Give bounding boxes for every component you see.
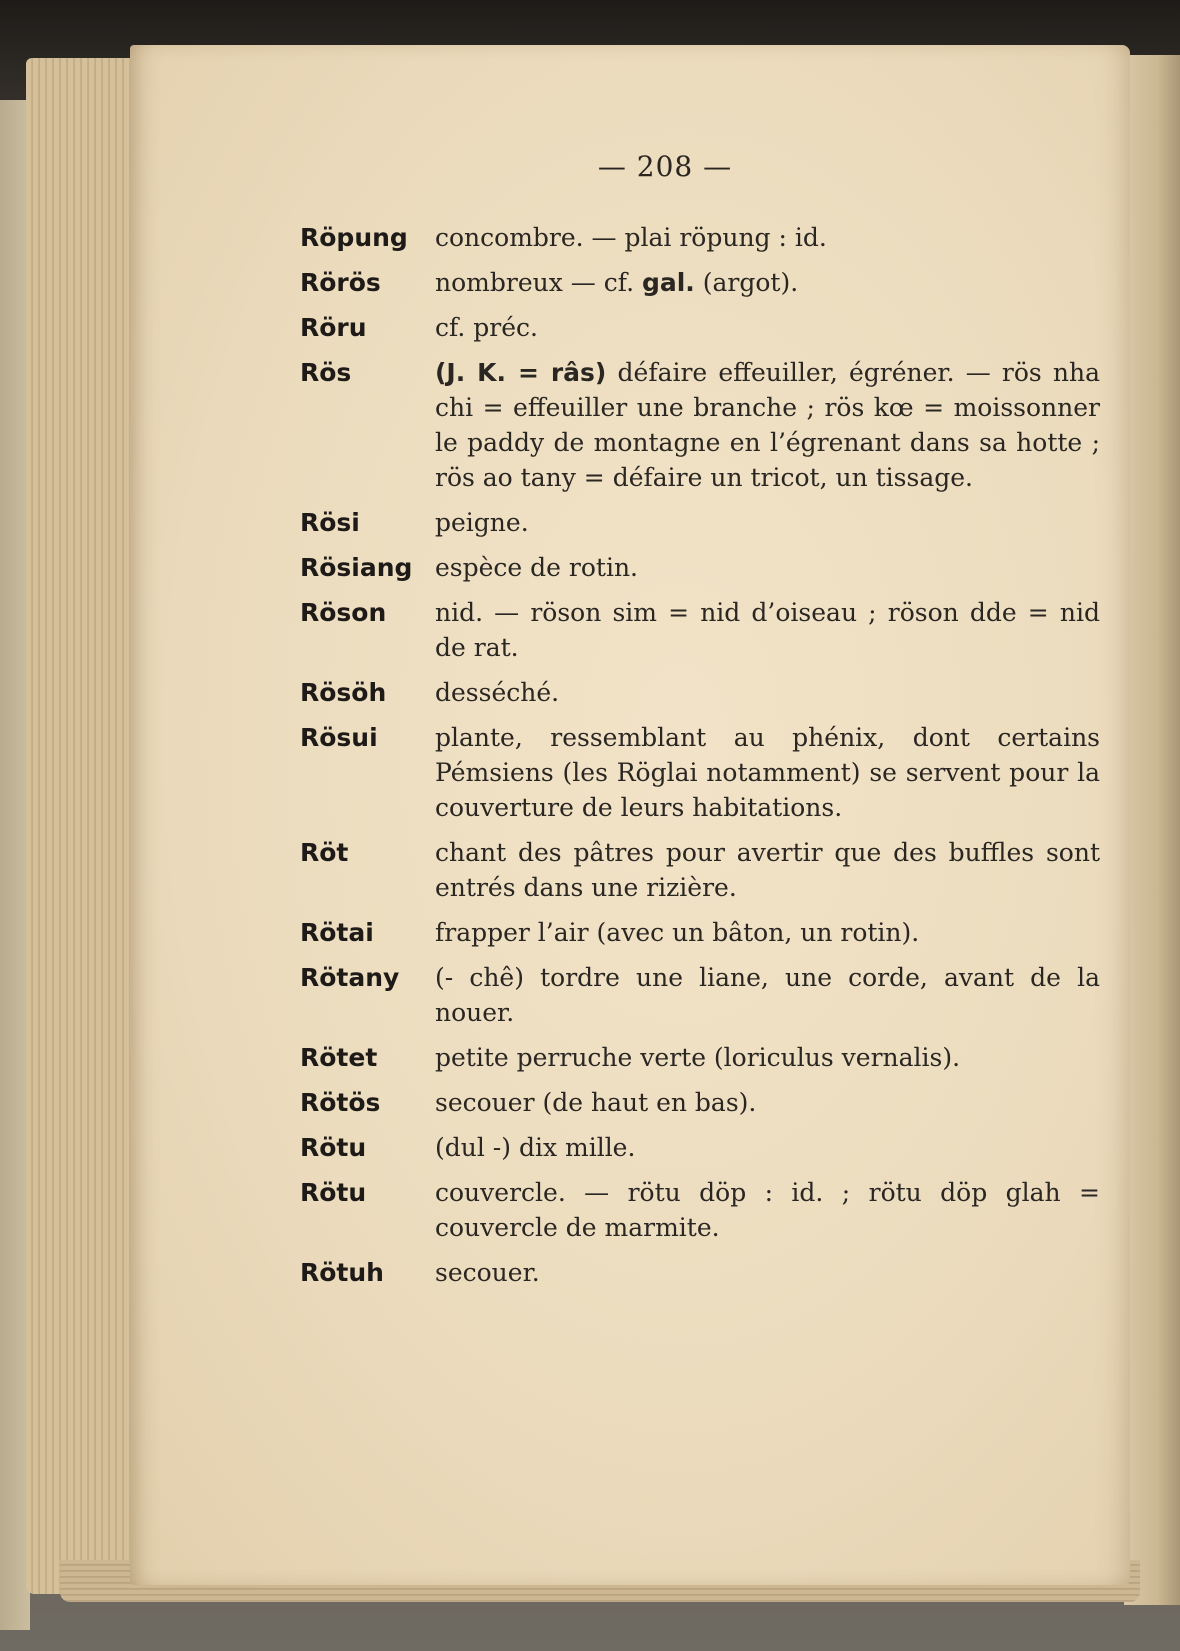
entry-definition: cf. préc. [435,313,538,342]
entry-headword: Rötuh [300,1258,384,1287]
dictionary-entry [300,960,1100,1030]
dictionary-entry [300,550,1100,585]
dictionary-entry [300,915,1100,950]
entry-definition: chant des pâtres pour avertir que des buffles sont entrés dans une rizière. [435,838,1100,902]
entry-headword: Röt [300,838,349,867]
dictionary-entry [300,220,1100,255]
entry-headword: Rötu [300,1178,367,1207]
dictionary-entry [300,1255,1100,1290]
entry-headword: Rötai [300,918,374,947]
page-number: — 208 — [597,150,733,183]
dictionary-entry [300,505,1100,540]
dictionary-entry [300,720,1100,825]
entry-headword: Rötös [300,1088,381,1117]
entry-definition: espèce de rotin. [435,553,639,582]
entry-headword: Rötu [300,1133,367,1162]
entry-headword: Röson [300,598,387,627]
entry-definition: (J. K. = râs) défaire effeuiller, égréner. — rös nha chi = effeuiller une branche ; rös kœ = moissonner le paddy de montagne en l’égrenant dans sa hotte ; rös ao tany = défaire un tricot, un tissage. [435,358,1100,492]
entry-definition: desséché. [435,678,560,707]
entry-definition: frapper l’air (avec un bâton, un rotin). [435,918,920,947]
entry-headword: Rösui [300,723,378,752]
dictionary-entry [300,1175,1100,1245]
entry-headword: Rötet [300,1043,378,1072]
entry-definition: concombre. — plai röpung : id. [435,223,827,252]
entry-definition: secouer. [435,1258,540,1287]
dictionary-entry [300,675,1100,710]
entry-headword: Röpung [300,223,408,252]
dictionary-entry [300,835,1100,905]
dictionary-entry [300,310,1100,345]
entry-definition: petite perruche verte (loriculus vernalis). [435,1043,961,1072]
dictionary-entry [300,265,1100,300]
dictionary-entry [300,1130,1100,1165]
dictionary-entry [300,355,1100,495]
entry-definition: (- chê) tordre une liane, une corde, avant de la nouer. [435,963,1100,1027]
entry-definition: (dul -) dix mille. [435,1133,636,1162]
entry-headword: Rörös [300,268,381,297]
dictionary-entries [300,220,1100,1300]
dictionary-entry [300,1085,1100,1120]
entry-definition: plante, ressemblant au phénix, dont certains Pémsiens (les Röglai notamment) se servent pour la couverture de leurs habitations. [435,723,1100,822]
entry-definition: secouer (de haut en bas). [435,1088,757,1117]
entry-headword: Rötany [300,963,400,992]
entry-definition: peigne. [435,508,529,537]
dictionary-entry [300,595,1100,665]
entry-headword: Rösiang [300,553,413,582]
entry-headword: Rösöh [300,678,387,707]
entry-headword: Rösi [300,508,360,537]
entry-definition: couvercle. — rötu döp : id. ; rötu döp glah = couvercle de marmite. [435,1178,1100,1242]
right-page-edge [1124,55,1180,1605]
entry-headword: Rös [300,358,352,387]
entry-headword: Röru [300,313,367,342]
entry-definition: nombreux — cf. gal. (argot). [435,268,799,297]
dictionary-entry [300,1040,1100,1075]
entry-definition: nid. — röson sim = nid d’oiseau ; röson dde = nid de rat. [435,598,1100,662]
